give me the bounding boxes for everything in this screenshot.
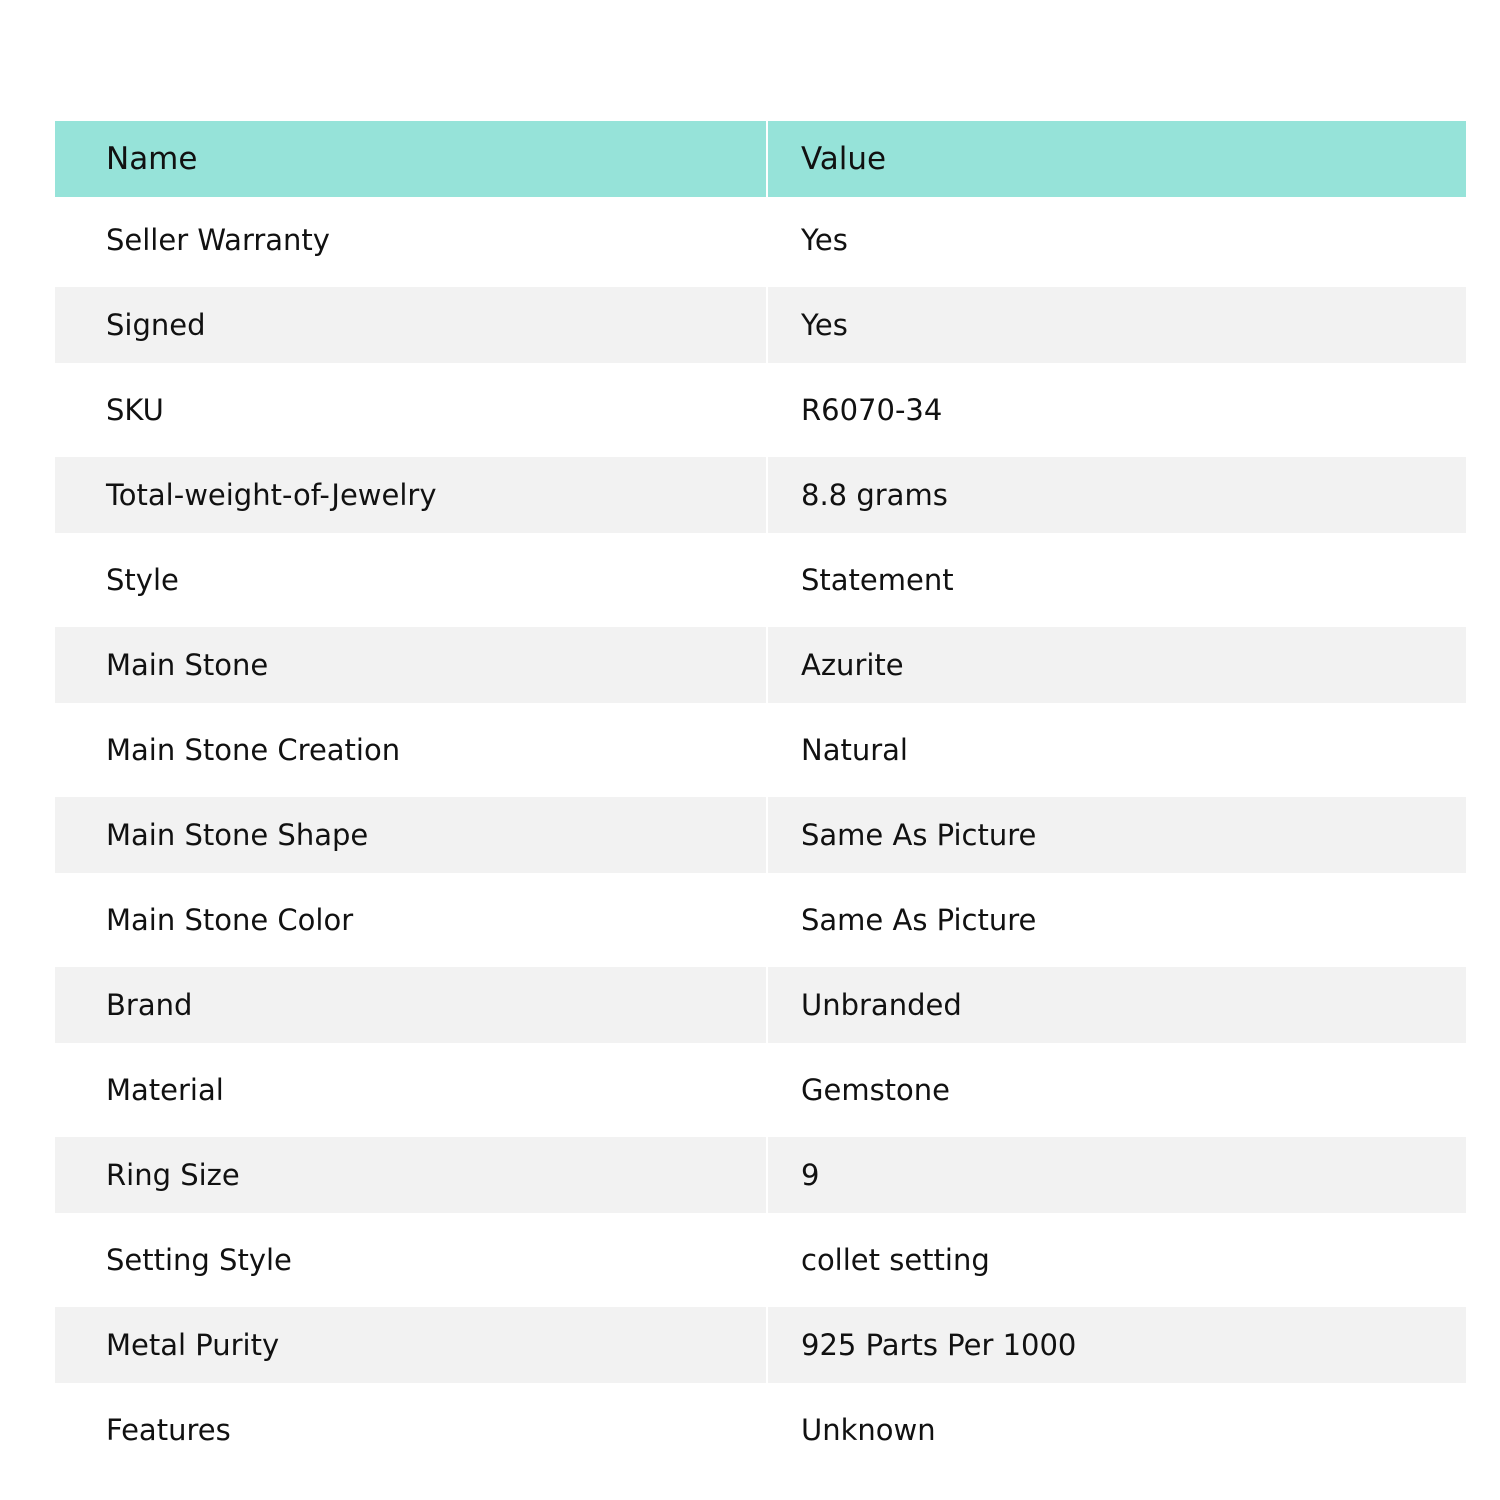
table-row bbox=[55, 537, 1466, 622]
table-row bbox=[55, 1387, 1466, 1472]
table-row bbox=[55, 1217, 1466, 1302]
row-name-cell: Seller Warranty bbox=[106, 222, 330, 257]
row-value-cell: Statement bbox=[766, 537, 1466, 622]
row-value-cell: Same As Picture bbox=[766, 877, 1466, 962]
table-row bbox=[55, 792, 1466, 877]
row-name-cell: Total-weight-of-Jewelry bbox=[55, 452, 766, 537]
row-value-cell: collet setting bbox=[766, 1217, 1466, 1302]
row-name-cell: Features bbox=[106, 1412, 231, 1447]
table-header bbox=[55, 121, 1466, 197]
row-name-cell: Signed bbox=[55, 282, 766, 367]
table-row bbox=[55, 452, 1466, 537]
table-row bbox=[55, 877, 1466, 962]
row-value-cell: Natural bbox=[766, 707, 1466, 792]
row-value-cell: Unbranded bbox=[766, 962, 1466, 1047]
table-body bbox=[55, 197, 1466, 1472]
row-name-cell: Style bbox=[106, 562, 179, 597]
row-value-cell: Same As Picture bbox=[766, 792, 1466, 877]
row-value-cell: Gemstone bbox=[766, 1047, 1466, 1132]
row-name-cell: Main Stone Creation bbox=[106, 732, 401, 767]
name-column-header: Name bbox=[55, 121, 766, 197]
table-row bbox=[55, 367, 1466, 452]
row-value-cell: R6070-34 bbox=[766, 367, 1466, 452]
row-value-cell: 8.8 grams bbox=[766, 452, 1466, 537]
row-name-cell: Metal Purity bbox=[55, 1302, 766, 1387]
row-value-cell: Unknown bbox=[766, 1387, 1466, 1472]
table-row bbox=[55, 197, 1466, 282]
table-row bbox=[55, 1047, 1466, 1132]
row-name-cell: SKU bbox=[106, 392, 164, 427]
spec-table bbox=[55, 121, 1466, 1472]
row-value-cell: 925 Parts Per 1000 bbox=[766, 1302, 1466, 1387]
row-value-cell: 9 bbox=[766, 1132, 1466, 1217]
table-row bbox=[55, 282, 1466, 367]
row-name-cell: Main Stone Color bbox=[106, 902, 354, 937]
row-value-cell: Yes bbox=[766, 282, 1466, 367]
header-row bbox=[55, 121, 1466, 197]
table-row bbox=[55, 1132, 1466, 1217]
table-row bbox=[55, 707, 1466, 792]
row-name-cell: Material bbox=[106, 1072, 224, 1107]
value-column-header: Value bbox=[766, 121, 1466, 197]
row-name-cell: Ring Size bbox=[55, 1132, 766, 1217]
row-name-cell: Brand bbox=[55, 962, 766, 1047]
row-name-cell: Main Stone bbox=[55, 622, 766, 707]
row-value-cell: Azurite bbox=[766, 622, 1466, 707]
row-name-cell: Setting Style bbox=[106, 1242, 292, 1277]
table-row bbox=[55, 622, 1466, 707]
table-row bbox=[55, 1302, 1466, 1387]
row-name-cell: Main Stone Shape bbox=[55, 792, 766, 877]
row-value-cell: Yes bbox=[766, 197, 1466, 282]
table-row bbox=[55, 962, 1466, 1047]
